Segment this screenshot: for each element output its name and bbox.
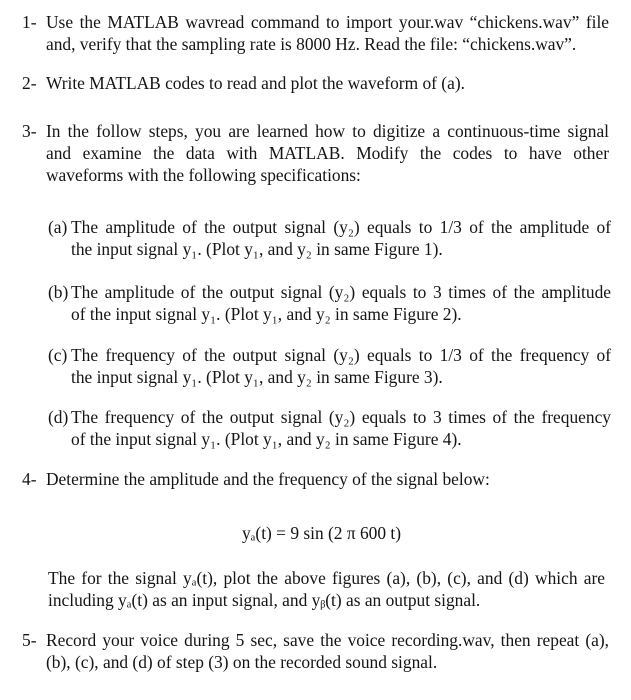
part-d-line-2: of the input signal y₁. (Plot y₁, and y₂ in same Figure 4). bbox=[71, 429, 462, 449]
question-2-text bbox=[46, 72, 609, 94]
question-4-line-1: Determine the amplitude and the frequency of the signal below: bbox=[46, 469, 490, 489]
question-3-text bbox=[46, 120, 609, 186]
question-1-number: 1- bbox=[22, 12, 37, 32]
part-a-line-2: the input signal y₁. (Plot y₁, and y₂ in same Figure 1). bbox=[71, 239, 443, 259]
part-b-line-2: of the input signal y₁. (Plot y₁, and y₂ in same Figure 2). bbox=[71, 304, 462, 324]
part-d-label: (d) bbox=[48, 407, 69, 427]
question-4-followup-line-2: including yₐ(t) as an input signal, and yᵦ(t) as an output signal. bbox=[48, 590, 481, 610]
question-3-line-2: and examine the data with MATLAB. Modify the codes to have other bbox=[46, 143, 609, 163]
question-1-text bbox=[46, 11, 609, 55]
part-a-label: (a) bbox=[48, 217, 68, 237]
signal-equation: yₐ(t) = 9 sin (2 π 600 t) bbox=[241, 523, 402, 543]
question-5-line-2: (b), (c), and (d) of step (3) on the recorded sound signal. bbox=[46, 652, 438, 672]
question-3-line-1: In the follow steps, you are learned how to digitize a continuous-time signal bbox=[46, 121, 609, 141]
question-4-text bbox=[46, 468, 609, 490]
question-5-line-1: Record your voice during 5 sec, save the voice recording.wav, then repeat (a), bbox=[46, 630, 609, 650]
part-c-text bbox=[71, 344, 611, 388]
part-b-line-1: The amplitude of the output signal (y₂) equals to 3 times of the amplitude bbox=[71, 282, 611, 302]
part-d-line-1: The frequency of the output signal (y₂) equals to 3 times of the frequency bbox=[71, 407, 611, 427]
question-4-number: 4- bbox=[22, 469, 37, 489]
question-2-number: 2- bbox=[22, 73, 37, 93]
part-a-text bbox=[71, 216, 611, 260]
part-a-line-1: The amplitude of the output signal (y₂) equals to 1/3 of the amplitude of bbox=[71, 217, 611, 237]
part-b-label: (b) bbox=[48, 282, 69, 302]
question-3-number: 3- bbox=[22, 121, 37, 141]
question-1-line-2: and, verify that the sampling rate is 8000 Hz. Read the file: “chickens.wav”. bbox=[46, 34, 577, 54]
part-b-text bbox=[71, 281, 611, 325]
question-1-line-1: Use the MATLAB wavread command to import your.wav “chickens.wav” file bbox=[46, 12, 609, 32]
question-4-followup-line-1: The for the signal yₐ(t), plot the above figures (a), (b), (c), and (d) which are bbox=[48, 568, 605, 588]
part-c-label: (c) bbox=[48, 345, 68, 365]
question-2-line-1: Write MATLAB codes to read and plot the waveform of (a). bbox=[46, 73, 465, 93]
question-5-text bbox=[46, 629, 609, 673]
question-5-number: 5- bbox=[22, 630, 37, 650]
part-c-line-1: The frequency of the output signal (y₂) equals to 1/3 of the frequency of bbox=[71, 345, 611, 365]
question-4-followup-text bbox=[48, 567, 605, 611]
part-d-text bbox=[71, 406, 611, 450]
part-c-line-2: the input signal y₁. (Plot y₁, and y₂ in same Figure 3). bbox=[71, 367, 443, 387]
question-3-line-3: waveforms with the following specifications: bbox=[46, 165, 361, 185]
